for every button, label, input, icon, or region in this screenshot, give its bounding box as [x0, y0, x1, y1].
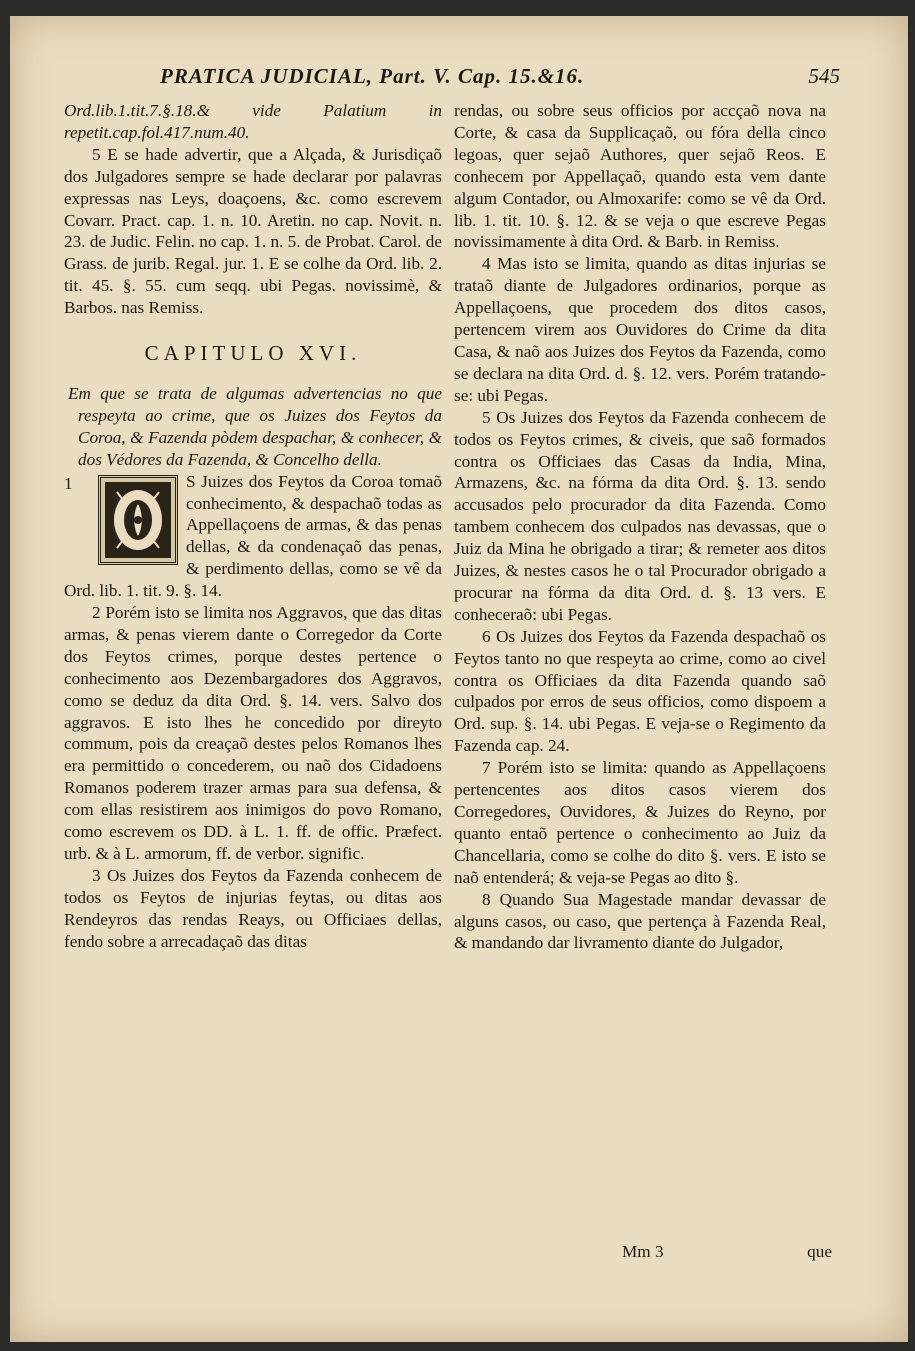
running-header [160, 64, 840, 94]
paragraph-7: 7 Porém isto se limita: quando as Appellaçoens pertencentes aos ditos casos vierem dos Corregedores, Ouvidores, & Juizes do Reyno, por quanto entaõ pertence o conhecimento ao Juiz da Chancellaria, como se colhe do dito §. vers. E isto se naõ entenderá; & veja-se Pegas ao dito §. [454, 758, 826, 887]
signature-mark: Mm 3 [622, 1242, 664, 1261]
paragraph-6: 6 Os Juizes dos Feytos da Fazenda despachaõ os Feytos tanto no que respeyta ao crime, como ao civel contra os Officiaes da dita Fazenda quando saõ culpados por erros de seus officios, como dispoem a Ord. sup. §. 14. ubi Pegas. E veja-se o Regimento da Fazenda cap. 24. [454, 626, 826, 756]
paragraph-4: 4 Mas isto se limita, quando as ditas injurias se trataõ diante de Julgadores ordinarios, porque as Appellaçoens, que procedem dos ditos casos, pertencem virem aos Ouvidores do Crime da dita Casa, & naõ aos Juizes dos Feytos da Fazenda, como se declara na dita Ord. d. §. 12. vers. Porém tratando-se: ubi Pegas. [454, 254, 826, 405]
paragraph-5-right: 5 Os Juizes dos Feytos da Fazenda conhecem de todos os Feytos crimes, & civeis, que saõ formados contra os Officiaes das Casas da India, Mina, Armazens, &c. na fórma da dita Ord. §. 13. sendo accusados pelo procurador da dita Fazenda. Como tambem conhecem dos culpados nas devassas, que o Juiz da Mina he obrigado a tirar; & remeter aos ditos Juizes, & nestes casos he o tal Procurador obrigado a procurar na fórma da dita Ord. d. §. 13 vers. E conheceraõ: ubi Pegas. [454, 407, 826, 624]
chapter-heading: CAPITULO XVI. [144, 341, 362, 366]
paragraph-continued: rendas, ou sobre seus officios por accçaõ nova na Corte, & casa da Supplicaçaõ, ou fóra della cinco legoas, quer sejaõ Authores, quer sejaõ Reos. E conhecem por Appellaçaõ, quando esta vem dante algum Contador, ou Almoxarife: como se vê da Ord. lib. 1. tit. 10. §. 12. & se veja o que escreve Pegas novissimamente à dita Ord. & Barb. in Remiss. [454, 101, 826, 252]
book-page [10, 16, 908, 1342]
chapter-summary: Em que se trata de algumas advertencias no que respeyta ao crime, que os Juizes dos Feytos da Coroa, & Fazenda pòdem despachar, & conhecer, & dos Védores da Fazenda, & Concelho della. [68, 383, 442, 469]
running-title: PRATICA JUDICIAL, Part. V. Cap. 15.&16. [160, 64, 585, 88]
page-number: 545 [808, 64, 840, 88]
paragraph-number: 1 [64, 473, 73, 493]
paragraph-1: S Juizes dos Feytos da Coroa tomaõ conhecimento, & despachaõ todas as Appellaçoens de armas, & das penas dellas, & da condenaçaõ das penas, & perdimento dellas, como se vê da Ord. lib. 1. tit. 9. §. 14. [64, 471, 442, 601]
ornamental-initial-o-icon [98, 475, 178, 565]
right-column [454, 100, 826, 954]
paragraph-intro: Ord.lib.1.tit.7.§.18.& vide Palatium in repetit.cap.fol.417.num.40. [64, 101, 442, 142]
paragraph-5-left: 5 E se hade advertir, que a Alçada, & Jurisdiçaõ dos Julgadores sempre se hade declarar por palavras expressas nas Leys, doaçoens, &c. como escrevem Covarr. Pract. cap. 1. n. 10. Aretin. no cap. Novit. n. 23. de Judic. Felin. no cap. 1. n. 5. de Probat. Carol. de Grass. de jurib. Regal. jur. 1. E se colhe da Ord. lib. 2. tit. 45. §. 55. cum seqq. ubi Pegas. novissimè, & Barbos. nas Remiss. [64, 144, 442, 318]
left-column [64, 100, 442, 953]
catchword: que [807, 1242, 832, 1261]
paragraph-2: 2 Porém isto se limita nos Aggravos, que das ditas armas, & penas vierem dante o Corregedor da Corte dos Feytos crimes, porque destes pertence o conhecimento aos Dezembargadores dos Aggravos, como se deduz da dita Ord. §. 14. vers. Salvo dos aggravos. E isto lhes he concedido por direyto commum, pois da creaçaõ destes pelos Romanos lhes era permittido o concederem, ou naõ dos Cidadoens Romanos poderem trazer armas para sua defensa, & com ellas resistirem aos inimigos do povo Romano, como escrevem os DD. à L. 1. ff. de offic. Præfect. urb. & à L. armorum, ff. de verbor. signific. [64, 603, 442, 863]
paragraph-3: 3 Os Juizes dos Feytos da Fazenda conhecem de todos os Feytos de injurias feytas, ou ditas aos Rendeyros das rendas Reays, ou Officiaes dellas, fendo sobre a arrecadaçaõ das ditas [64, 865, 442, 951]
paragraph-8: 8 Quando Sua Magestade mandar devassar de alguns casos, ou caso, que pertença à Fazenda Real, & mandando dar livramento diante do Julgador, [454, 889, 826, 953]
paragraph-1-block [64, 471, 442, 602]
